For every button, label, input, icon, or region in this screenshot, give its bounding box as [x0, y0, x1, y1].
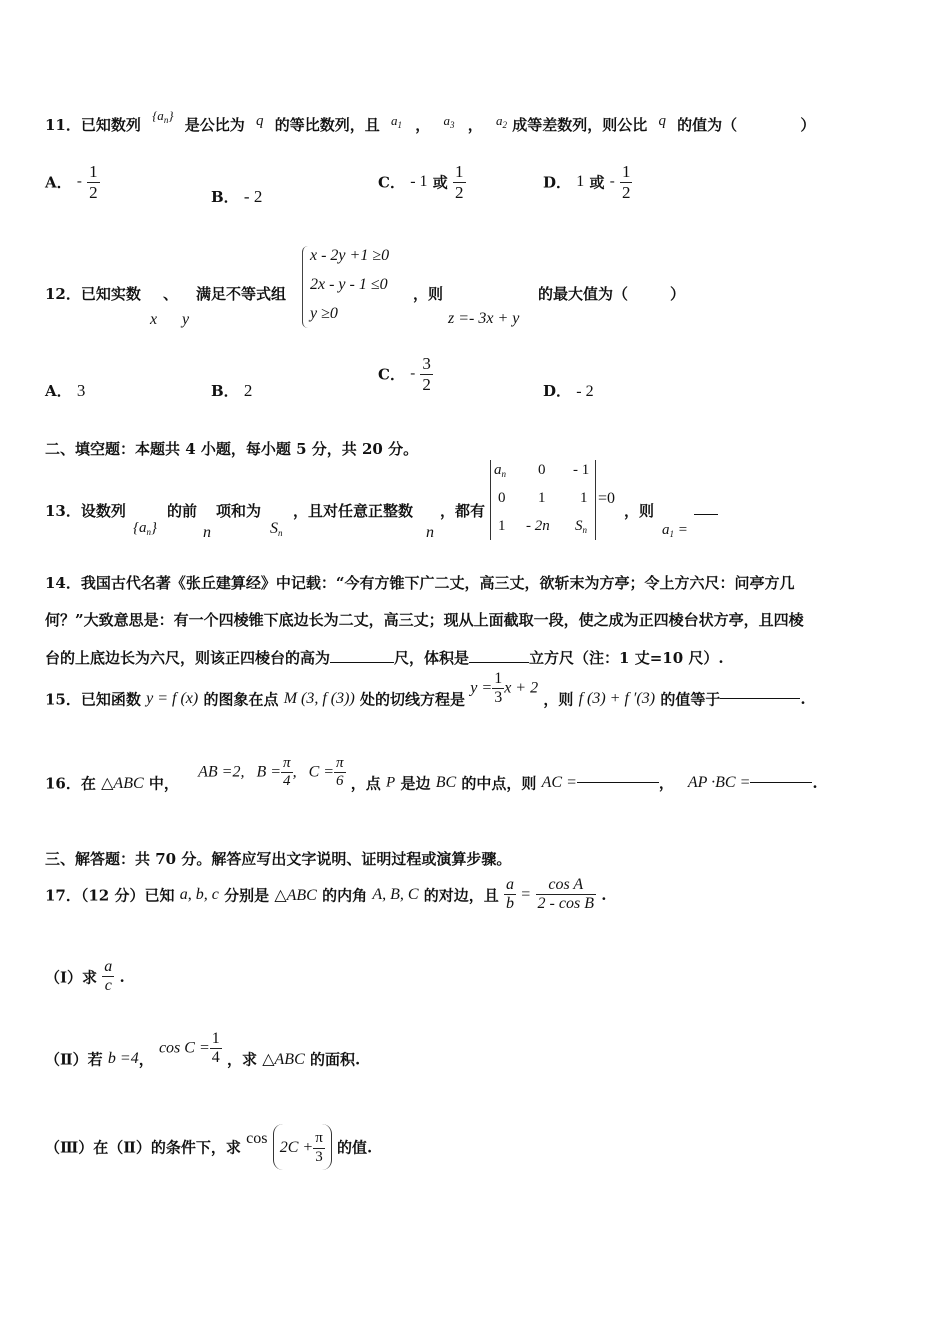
q12-ineq1: x - 2y +1 ≥0	[310, 247, 390, 264]
q13-a1: $a_1$ =	[662, 522, 688, 539]
q13-det-r1c1: $a_n$	[494, 462, 506, 479]
q14-line2: 何？”大致意思是：有一个四棱锥下底边长为二丈，高三丈；现从上面截取一段，使之成为正四棱台状方亭，且四棱	[45, 611, 804, 629]
q11-option-c-label: C．	[378, 173, 405, 192]
q15-end: .	[800, 689, 806, 708]
q16-stem-e: 的中点，则	[461, 774, 537, 793]
q17-part3-label: （Ⅲ）在（Ⅱ）的条件下，求	[45, 1138, 241, 1157]
q11-option-a-sign: -	[76, 173, 82, 190]
q17-part2	[45, 1030, 361, 1078]
q17-part2-cos: cos C = $\frac{1}{4}$	[158, 1030, 220, 1067]
q17-part2-sep: ，	[138, 1050, 154, 1069]
q17-stem	[45, 876, 606, 914]
q17-part1-end: .	[119, 967, 125, 986]
q13-det-r3c3: $S_n$	[575, 518, 587, 535]
q12-option-c-sign: -	[410, 365, 416, 382]
q16-end: .	[812, 773, 818, 792]
q17-part2-b: b =4	[107, 1049, 139, 1067]
q13-stem-c: 项和为	[216, 502, 262, 520]
q13-det-r3c2: - 2n	[526, 518, 550, 534]
q15-point: M (3, f (3))	[283, 689, 355, 707]
q16-sep: ，	[658, 774, 674, 793]
q11-option-d-value: 1	[576, 173, 585, 191]
q13-n1: n	[203, 524, 211, 541]
q12-stem-a: 12．已知实数	[45, 285, 141, 303]
q17-part2-label: （Ⅱ）若	[45, 1050, 103, 1069]
q12-system-brace	[302, 246, 309, 328]
q13-equals-zero: =0	[598, 490, 616, 507]
q15-stem-e: 的值等于	[660, 690, 721, 709]
q17-angles: A, B, C	[372, 885, 419, 903]
q13-det-r2c3: 1	[580, 490, 588, 506]
q14-line1: 14．我国古代名著《张丘建算经》中记载：“今有方锥下广二丈，高三丈，欲斩末为方亭；令上方六尺：问亭方几	[45, 574, 795, 592]
q11-q2: q	[658, 113, 666, 129]
q17-equals: =	[521, 885, 531, 903]
q17-part2-end: 的面积.	[309, 1050, 361, 1069]
q15-function: y = f (x)	[146, 689, 199, 707]
q11-option-d-label: D．	[543, 173, 572, 192]
q11-paren: ）	[800, 116, 816, 134]
q12-option-b-value: 2	[243, 381, 253, 400]
q14-line3	[45, 647, 724, 668]
q11-option-c	[378, 162, 466, 202]
q17-triangle: △ABC	[274, 886, 317, 904]
q11-option-b	[211, 186, 262, 207]
q11-stem	[45, 108, 816, 135]
q17-stem-d: 的对边，且	[423, 886, 499, 905]
q16-stem-d: 是边	[400, 774, 431, 793]
q13-stem-b: 的前	[167, 502, 198, 520]
q13-det-r3c1: 1	[498, 518, 506, 534]
q11-a3: $a_3$	[443, 113, 455, 130]
q11-option-d-frac: $\frac{1}{2}$	[621, 162, 631, 202]
q17-left-frac: $\frac{a}{b}$	[506, 876, 515, 913]
q11-option-b-label: B．	[211, 188, 239, 206]
q16-stem-c: ，点	[350, 774, 381, 793]
q17-part1	[45, 958, 125, 996]
q12-option-d	[543, 380, 594, 401]
q11-a1: $a_1$	[390, 113, 402, 130]
q12-var-y: y	[182, 311, 190, 328]
q13-answer-blank	[694, 514, 718, 515]
q14-volume-blank	[469, 662, 529, 663]
q16-point-p: P	[386, 774, 396, 791]
q17-part3-end: 的值.	[337, 1138, 373, 1157]
q16-given: AB =2, B = $\frac{\pi}{4}$ , C = $\frac{\pi}{6}$	[198, 755, 344, 790]
q11-option-c-value: - 1	[410, 173, 428, 191]
q17-part2-triangle: △ABC	[262, 1050, 305, 1068]
q13-stem-e: ，都有	[440, 502, 486, 520]
q13-det-r2c2: 1	[538, 490, 546, 506]
q12-option-a-value: 3	[76, 381, 86, 400]
q12-option-a-label: A．	[45, 382, 72, 400]
q15-stem-d: ，则	[543, 690, 574, 709]
q16-ac-blank	[577, 782, 659, 783]
q12-comma: 、	[163, 285, 179, 303]
q14-line3-c: 立方尺（注：1 丈=10 尺）.	[529, 649, 724, 667]
q16-ac: AC =	[541, 773, 577, 791]
q17-stem-b: 分别是	[224, 886, 270, 905]
q13-n2: n	[426, 524, 434, 541]
q11-stem-b: 是公比为	[184, 116, 245, 134]
q16-side-bc: BC	[435, 773, 457, 791]
q11-option-d-sign: -	[609, 173, 615, 190]
q12-option-c-label: C．	[378, 365, 405, 384]
q17-part3-cos: cos	[246, 1130, 268, 1147]
q11-a2: $a_2$	[495, 113, 507, 130]
q15-stem-b: 的图象在点	[203, 690, 279, 709]
section-fill-in-title: 二、填空题：本题共 4 小题，每小题 5 分，共 20 分。	[45, 440, 419, 458]
section-solution-title: 三、解答题：共 70 分。解答应写出文字说明、证明过程或演算步骤。	[45, 850, 512, 868]
q17-stem-a: 17．（12 分）已知	[45, 886, 175, 905]
q11-sep2: ，	[467, 116, 483, 134]
q12-stem-d: 的最大值为（	[538, 285, 629, 303]
q11-option-b-value: - 2	[243, 187, 263, 206]
q13-det-r1c3: - 1	[573, 462, 590, 478]
q15-tangent: y = $\frac{1}{3}$ x + 2	[470, 670, 539, 707]
q16-stem-b: 中，	[148, 774, 179, 793]
q13-stem-f: ，则	[624, 502, 655, 520]
q12-option-d-value: - 2	[576, 383, 594, 400]
q14-height-blank	[330, 662, 394, 663]
q11-option-a	[45, 162, 100, 202]
q13-S: $S_n$	[270, 520, 283, 538]
q11-option-d-or: 或	[589, 173, 605, 192]
q15-stem-c: 处的切线方程是	[360, 690, 466, 709]
q12-option-b-label: B．	[211, 382, 239, 400]
q12-option-d-label: D．	[543, 382, 572, 400]
q17-sides: a, b, c	[179, 885, 219, 903]
q17-part3-paren-expr: 2C + $\frac{\pi}{3}$	[273, 1124, 332, 1170]
q16-stem	[45, 755, 818, 801]
q11-stem-a: 11．已知数列	[45, 116, 141, 134]
q12-objective: z =- 3x + y	[448, 310, 520, 327]
q17-part1-label: （Ⅰ）求	[45, 968, 98, 987]
q11-option-c-or: 或	[432, 173, 448, 192]
q11-q: q	[256, 113, 264, 129]
q11-option-a-frac: $\frac{1}{2}$	[89, 162, 98, 202]
q11-stem-d: 成等差数列，则公比	[512, 116, 648, 134]
q17-stem-c: 的内角	[322, 886, 368, 905]
q11-stem-c: 的等比数列，且	[274, 116, 380, 134]
q13-stem-d: ，且对任意正整数	[293, 502, 414, 520]
q12-option-c	[378, 354, 433, 394]
q12-option-c-frac: $\frac{3}{2}$	[422, 354, 431, 394]
q15-stem-a: 15．已知函数	[45, 690, 141, 709]
q11-sep1: ，	[415, 116, 431, 134]
q16-stem-a: 16．在	[45, 774, 96, 793]
q15-stem	[45, 670, 806, 718]
q12-option-a	[45, 380, 85, 401]
q17-part2-text: ，求	[226, 1050, 257, 1069]
q13-det-r1c2: 0	[538, 462, 546, 478]
q12-paren: ）	[670, 285, 686, 303]
q11-option-c-frac: $\frac{1}{2}$	[455, 162, 464, 202]
q17-part1-frac: $\frac{a}{c}$	[104, 958, 113, 995]
q17-right-frac: $\frac{\text{cos A}}{\text{2 - cos B}}$	[537, 876, 594, 913]
q16-dot-product: AP ·BC =	[687, 773, 751, 791]
q12-option-b	[211, 380, 252, 401]
q14-line3-b: 尺，体积是	[394, 649, 470, 667]
q17-end: .	[601, 885, 607, 904]
q16-triangle: △ABC	[101, 774, 144, 792]
q13-stem-a: 13．设数列	[45, 502, 126, 520]
q11-option-a-label: A．	[45, 173, 72, 192]
q16-dot-blank	[750, 782, 812, 783]
q11-option-d	[543, 162, 632, 202]
q17-part3	[45, 1124, 372, 1170]
q12-var-x: x	[150, 311, 158, 328]
q12-stem-b: 满足不等式组	[196, 285, 287, 303]
q15-expression: f (3) + f ′(3)	[578, 689, 656, 707]
q13-det-r2c1: 0	[498, 490, 506, 506]
q12-ineq3: y ≥0	[310, 305, 338, 322]
q12-stem-c: ，则	[413, 285, 444, 303]
q12-ineq2: 2x - y - 1 ≤0	[310, 276, 388, 293]
q15-answer-blank	[720, 698, 800, 699]
q11-seq: $\{a_n\}$	[152, 108, 174, 125]
q11-stem-e: 的值为（	[677, 116, 738, 134]
q14-line3-a: 台的上底边长为六尺，则该正四棱台的高为	[45, 649, 331, 667]
q13-seq: $\{a_n\}$	[133, 520, 157, 537]
